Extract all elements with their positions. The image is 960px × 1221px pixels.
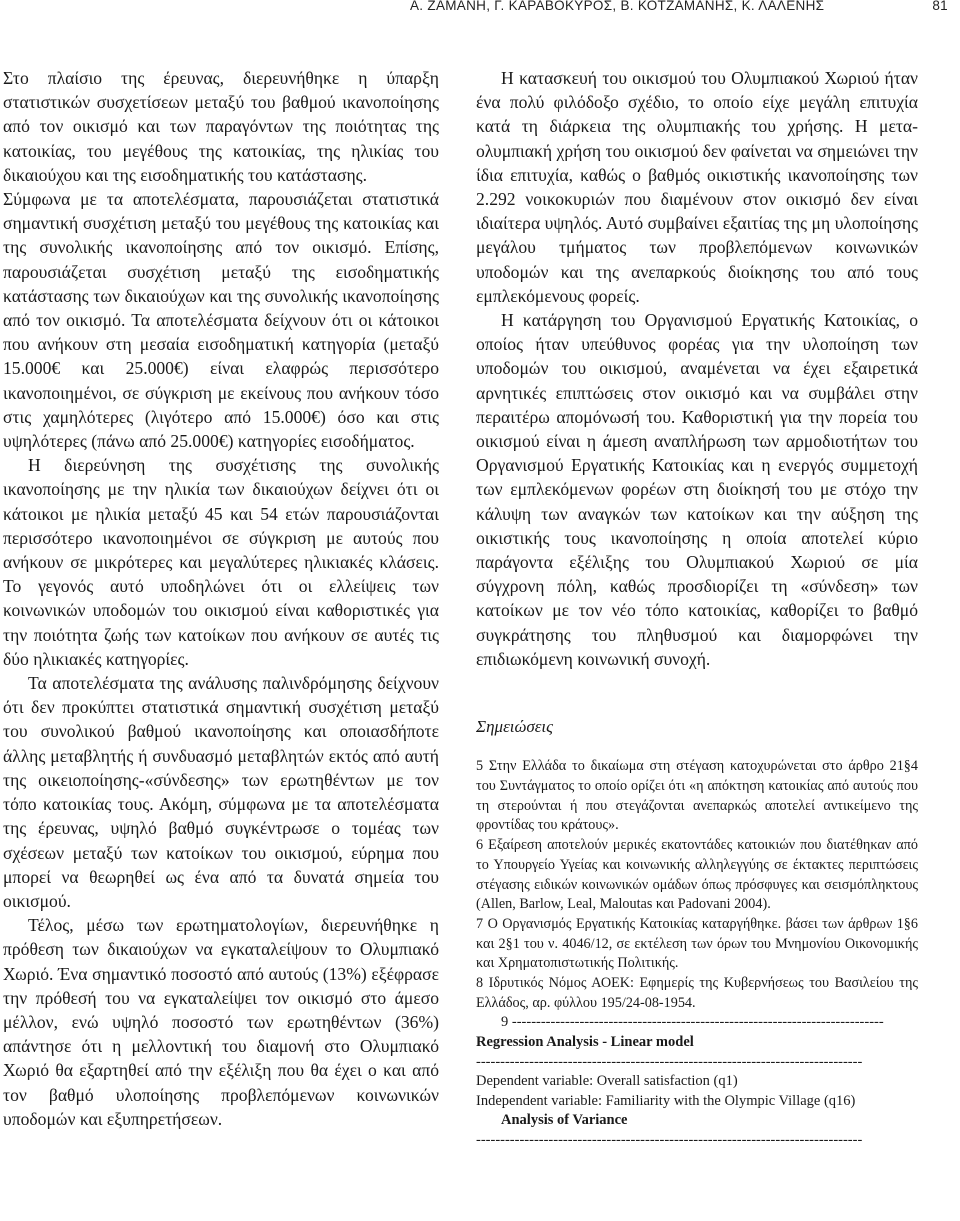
right-column (476, 66, 918, 1151)
running-header (0, 0, 960, 14)
dash-separator-bottom: -------------------------------------------------------------------------------- (476, 1131, 863, 1148)
footnote: 7 Ο Οργανισμός Εργατικής Κατοικίας καταργήθηκε. βάσει των άρθρων 1§6 και 2§1 του ν. 4046/12, σε εκτέλεση των όρων του Μνημονίου Οικονομικής και Χρηματοπιστωτικής Πολιτικής. (476, 915, 918, 972)
paragraph: Τα αποτελέσματα της ανάλυσης παλινδρόμησης δείχνουν ότι δεν προκύπτει στατιστικά σημαντική συσχέτιση μεταξύ του συνολικού βαθμού ικανοποίησης και οποιασδήποτε άλλης μεταβλητής ή συνδυασμό μεταβλητών εκτός από αυτή της οικειοποίησης-«σύνδεσης» των ερωτηθέντων με τον τόπο κατοικίας τους. Ακόμη, σύμφωνα με τα αποτελέσματα της έρευνας, υψηλό βαθμό συγκέντρωσε ο τομέας των σχέσεων μεταξύ των κατοίκων του οικισμού, εύρημα που μπορεί να θεωρηθεί ως ένα από τα δυνατά σημεία του οικισμού. (3, 673, 439, 911)
anova-title: Analysis of Variance (501, 1112, 628, 1129)
dependent-variable: Dependent variable: Overall satisfaction (q1) (476, 1073, 738, 1090)
paragraph: Η διερεύνηση της συσχέτισης της συνολικής ικανοποίησης με την ηλικία των δικαιούχων δείχνει ότι οι κάτοικοι με ηλικία μεταξύ 45 και 54 ετών παρουσιάζονται περισσότερο ικανοποιημένοι σε σύγκριση με αυτούς που ανήκουν σε μικρότερες και μεγαλύτερες ηλικιακές κλάσεις. Το γεγονός αυτό υποδηλώνει ότι οι ελλείψεις των κοινωνικών υποδομών του οικισμού είναι καθοριστικές για την ποιότητα ζωής των κατοίκων που ανήκουν σε αυτές τις δύο ηλικιακές κατηγορίες. (3, 455, 439, 669)
dash-separator: -------------------------------------------------------------------------------- (476, 1053, 863, 1070)
footnote: 6 Εξαίρεση αποτελούν μερικές εκατοντάδες κατοικιών που διατέθηκαν από το Υπουργείο Υγείας και κοινωνικής αλληλεγγύης σε έκτακτες περιπτώσεις στέγασης ειδικών κοινωνικών ομάδων όπως πρόσφυγες και σεισμόπληκτους (Allen, Barlow, Leal, Maloutas και Padovani 2004). (476, 837, 918, 913)
paragraph: Η κατάργηση του Οργανισμού Εργατικής Κατοικίας, ο οποίος ήταν υπεύθυνος φορέας για την υλοποίηση των υποδομών του οικισμού, αναμένεται να έχει εξαιρετικά αρνητικές επιπτώσεις στον οικισμό και να συμβάλει στην περαιτέρω απομόνωσή του. Καθοριστική για την πορεία του οικισμού είναι η άμεση αναπλήρωση των αρμοδιοτήτων του Οργανισμού Εργατικής Κατοικίας και η ενεργός συμμετοχή των εμπλεκόμενων φορέων στη διοίκησή του με στόχο την κάλυψη των αναγκών των κατοίκων και την αύξηση της οικιστικής τους ικανοποίησης η οποία αποτελεί κύριο παράγοντα εξέλιξης του Ολυμπιακού Χωριού σε μία σύγχρονη πόλη, καθώς προσδιορίζει τη «σύνδεση» των κατοίκων με τον νέο τόπο κατοικίας, καθορίζει το βαθμό συγκράτησης του πληθυσμού και διαμορφώνει την επιδιωκόμενη κοινωνική συνοχή. (476, 310, 918, 669)
page-number: 81 (932, 0, 948, 13)
footnote: 5 Στην Ελλάδα το δικαίωμα στη στέγαση κατοχυρώνεται στο άρθρο 21§4 του Συντάγματος το οποίο ορίζει ότι «η απόκτηση κατοικίας από αυτούς που τη στερούνται ή που στεγάζονται ανεπαρκώς αποτελεί αντικείμενο της φροντίδας του κράτους». (476, 758, 918, 834)
paragraph: Σύμφωνα με τα αποτελέσματα, παρουσιάζεται στατιστικά σημαντική συσχέτιση μεταξύ του μεγέθους της κατοικίας και της συνολικής ικανοποίησης από τον οικισμό. Επίσης, παρουσιάζεται συσχέτιση μεταξύ της εισοδηματικής κατάστασης των δικαιούχων και της συνολικής ικανοποίησης από τον οικισμό. Τα αποτελέσματα δείχνουν ότι οι κάτοικοι που ανήκουν στη μεσαία εισοδηματική κατηγορία (μεταξύ 15.000€ και 25.000€) είναι ελαφρώς περισσότερο ικανοποιημένοι, σε σύγκριση με εκείνους που ανήκουν τόσο στις χαμηλότερες (λιγότερο από 15.000€) όσο και στις υψηλότερες (πάνω από 25.000€) κατηγορίες εισοδήματος. (3, 189, 439, 452)
paragraph: Στο πλαίσιο της έρευνας, διερευνήθηκε η ύπαρξη στατιστικών συσχετίσεων μεταξύ του βαθμού ικανοποίησης από τον οικισμό και των παραγόντων της ποιότητας της κατοικίας, του μεγέθους της κατοικίας, της ηλικίας του δικαιούχου και της εισοδηματικής του κατάστασης. (3, 68, 439, 185)
independent-variable: Independent variable: Familiarity with the Olympic Village (q16) (476, 1092, 856, 1109)
left-column (3, 66, 439, 1131)
paragraph: Τέλος, μέσω των ερωτηματολογίων, διερευνήθηκε η πρόθεση των δικαιούχων να εγκαταλείψουν το Ολυμπιακό Χωριό. Ένα σημαντικό ποσοστό από αυτούς (13%) εξέφρασε την πρόθεσή του να εγκαταλείψει τον οικισμό στο άμεσο μέλλον, ενώ υψηλό ποσοστό των ερωτηθέντων (36%) απάντησε ότι η μελλοντική του διαμονή στο Ολυμπιακό Χωριό θα εξαρτηθεί από την εξέλιξη που θα έχει ο και από τον βαθμό υλοποίησης προβλεπόμενων κοινωνικών υποδομών και εξυπηρετήσεων. (3, 915, 439, 1129)
paragraph: Η κατασκευή του οικισμού του Ολυμπιακού Χωριού ήταν ένα πολύ φιλόδοξο σχέδιο, το οποίο είχε μεγάλη επιτυχία κατά τη διάρκεια της ολυμπιακής του χρήσης. Η μετα-ολυμπιακή χρήση του οικισμού δεν φαίνεται να σημειώνει την ίδια επιτυχία, καθώς ο βαθμός οικιστικής ικανοποίησης των 2.292 νοικοκυριών που διαμένουν στον οικισμό δεν είναι ιδιαίτερα υψηλός. Αυτό συμβαίνει εξαιτίας της μη υλοποίησης μεγάλου τμήματος των προβλεπόμενων κοινωνικών υποδομών και της ανεπαρκούς διοίκησης του από τους εμπλεκόμενους φορείς. (476, 68, 918, 306)
running-title: Α. ΖΑΜΑΝΗ, Γ. ΚΑΡΑΒΟΚΥΡΟΣ, Β. ΚΟΤΖΑΜΑΝΗΣ, Κ. ΛΑΛΕΝΗΣ (410, 0, 825, 13)
regression-title: Regression Analysis - Linear model (476, 1034, 694, 1051)
notes-title: Σημειώσεις (476, 717, 554, 737)
footnote-9-prefix: 9 ----------------------------------------------------------------------------- (501, 1014, 884, 1031)
footnote: 8 Ιδρυτικός Νόμος ΑΟΕΚ: Εφημερίς της Κυβερνήσεως του Βασιλείου της Ελλάδος, αρ. φύλλου 195/24-08-1954. (476, 975, 918, 1011)
